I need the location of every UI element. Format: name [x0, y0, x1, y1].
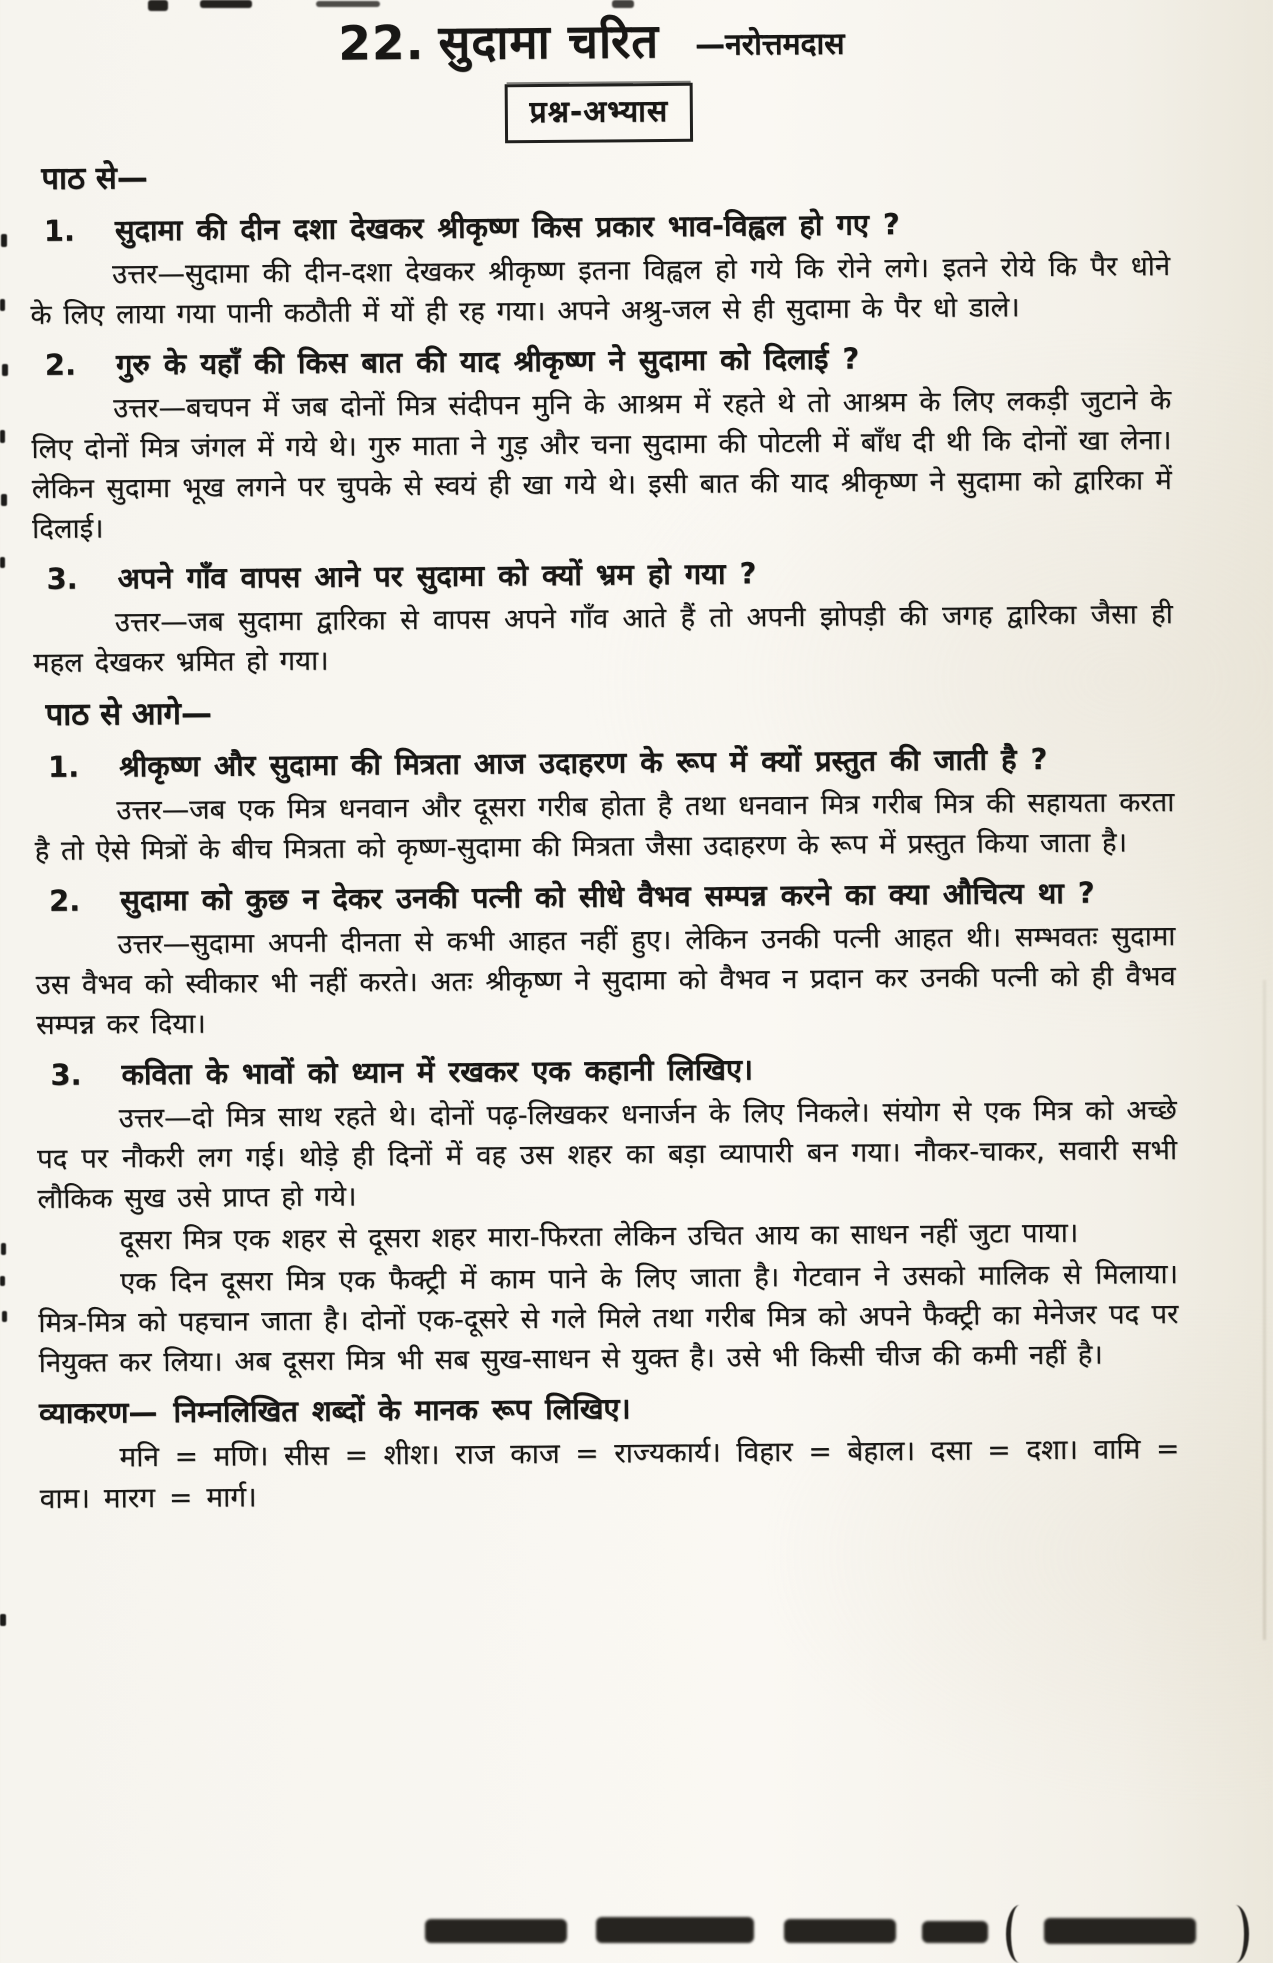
question-line [34, 737, 1174, 789]
question-line [32, 549, 1172, 601]
answer-paragraphs [31, 380, 1172, 549]
answer-paragraph: एक दिन दूसरा मित्र एक फैक्ट्री में काम पाने के लिए जाता है। गेटवान ने उसको मालिक से मिलाया। मित्र-मित्र को पहचान जाता है। दोनों एक-दूसरे से गले मिले तथा गरीब मित्र को अपने फैक्ट्री का मेनेजर पद पर नियुक्त कर लिया। अब दूसरा मित्र भी सब सुख-साधन से युक्त है। उसे भी किसी चीज की कमी नहीं है। [38, 1258, 1179, 1379]
grammar-items: मनि = मणि। सीस = शीश। राज काज = राज्यकार्य। विहार = बेहाल। दसा = दशा। वामि = वाम। मारग = मार्ग। [39, 1432, 1180, 1515]
question-number: 1. [47, 749, 80, 784]
page-content [28, 0, 1180, 1519]
answer-paragraphs [34, 782, 1175, 871]
qa-section [33, 684, 1178, 1383]
qa-item [34, 737, 1175, 871]
answer-paragraph: उत्तर—सुदामा की दीन-दशा देखकर श्रीकृष्ण इतना विह्वल हो गये कि रोने लगे। इतने रोये कि पैर धोने के लिए लाया गया पानी कठौती में यों ही रह गया। अपने अश्रु-जल से ही सुदामा के पैर धो डाले। [30, 250, 1171, 331]
question-text: अपने गाँव वापस आने पर सुदामा को क्यों भ्रम हो गया ? [117, 556, 757, 596]
section-heading: पाठ से— [41, 160, 148, 197]
answer-paragraphs [37, 1090, 1179, 1383]
question-line [35, 871, 1175, 923]
grammar-instruction: निम्नलिखित शब्दों के मानक रूप लिखिए। [173, 1391, 631, 1429]
answer-paragraph: उत्तर—दो मित्र साथ रहते थे। दोनों पढ़-लिखकर धनार्जन के लिए निकले। संयोग से एक मित्र को अच्छे पद पर नौकरी लग गई। थोड़े ही दिनों में वह उस शहर का बड़ा व्यापारी बन गया। नौकर-चाकर, सवारी सभी लौकिक सुख उसे प्राप्त हो गये। [36, 1094, 1178, 1215]
grammar-heading: व्याकरण— [38, 1395, 158, 1430]
answer-paragraphs [30, 246, 1171, 335]
sections [29, 148, 1179, 1383]
question-number: 2. [48, 883, 81, 918]
lesson-name: सुदामा चरित [438, 14, 660, 71]
answer-paragraph: उत्तर—सुदामा अपनी दीनता से कभी आहत नहीं हुए। लेकिन उनकी पत्नी आहत थी। सम्भवतः सुदामा उस वैभव को स्वीकार भी नहीं करते। अतः श्रीकृष्ण ने सुदामा को वैभव न प्रदान कर उनकी पत्नी को ही वैभव सम्पन्न कर दिया। [35, 920, 1176, 1041]
question-text: श्रीकृष्ण और सुदामा की मित्रता आज उदाहरण के रूप में क्यों प्रस्तुत की जाती है ? [119, 742, 1048, 784]
answer-paragraph: उत्तर—जब एक मित्र धनवान और दूसरा गरीब होता है तथा धनवान मित्र गरीब मित्र की सहायता करता है तो ऐसे मित्रों के बीच मित्रता को कृष्ण-सुदामा की मित्रता जैसा उदाहरण के रूप में प्रस्तुत किया जाता है। [34, 786, 1175, 867]
question-line [31, 335, 1171, 387]
qa-list [30, 201, 1174, 683]
qa-item [30, 201, 1171, 335]
lesson-number: 22. [337, 15, 425, 72]
answer-paragraphs [35, 916, 1176, 1045]
qa-section [29, 148, 1173, 683]
section-heading: पाठ से आगे— [45, 695, 213, 733]
qa-item [35, 871, 1176, 1045]
lesson-title-row [28, 3, 1168, 76]
lesson-title [338, 7, 659, 74]
qa-item [36, 1045, 1179, 1383]
question-line [30, 201, 1170, 253]
grammar-heading-line [39, 1382, 1179, 1435]
question-text: सुदामा को कुछ न देकर उनकी पत्नी को सीधे वैभव सम्पन्न करने का क्या औचित्य था ? [120, 875, 1095, 918]
author-name: —नरोत्तमदास [694, 26, 845, 63]
answer-paragraph: उत्तर—जब सुदामा द्वारिका से वापस अपने गाँव आते हैं तो अपनी झोपड़ी की जगह द्वारिका जैसा ही महल देखकर भ्रमित हो गया। [33, 598, 1173, 679]
bottom-edge-cutoff-line [0, 1903, 1273, 1951]
question-number: 3. [50, 1057, 82, 1092]
exercise-box-wrap [29, 79, 1169, 147]
answer-paragraphs [33, 594, 1174, 683]
page-edge-shadow [1263, 980, 1266, 1640]
question-number: 2. [44, 347, 77, 382]
question-text: गुरु के यहाँ की किस बात की याद श्रीकृष्ण ने सुदामा को दिलाई ? [115, 341, 860, 382]
exercise-heading-box: प्रश्न-अभ्यास [504, 83, 693, 143]
qa-list [34, 737, 1179, 1383]
question-number: 3. [46, 561, 78, 596]
qa-item [31, 335, 1173, 549]
question-number: 1. [43, 213, 76, 248]
question-line [36, 1045, 1176, 1097]
question-text: कविता के भावों को ध्यान में रखकर एक कहानी लिखिए। [121, 1052, 754, 1092]
answer-paragraph: उत्तर—बचपन में जब दोनों मित्र संदीपन मुनि के आश्रम में रहते थे तो आश्रम के लिए लकड़ी जुटाने के लिए दोनों मित्र जंगल में गये थे। गुरु माता ने गुड़ और चना सुदामा की पोटली में बाँध दी थी कि दोनों खा लेना। लेकिन सुदामा भूख लगने पर चुपके से स्वयं ही खा गये थे। इसी बात की याद श्रीकृष्ण ने सुदामा को द्वारिका में दिलाई। [31, 384, 1172, 545]
question-text: सुदामा की दीन दशा देखकर श्रीकृष्ण किस प्रकार भाव-विह्वल हो गए ? [114, 207, 900, 248]
answer-paragraph: दूसरा मित्र एक शहर से दूसरा शहर मारा-फिरता लेकिन उचित आय का साधन नहीं जुटा पाया। [119, 1216, 1079, 1257]
qa-item [32, 549, 1173, 683]
